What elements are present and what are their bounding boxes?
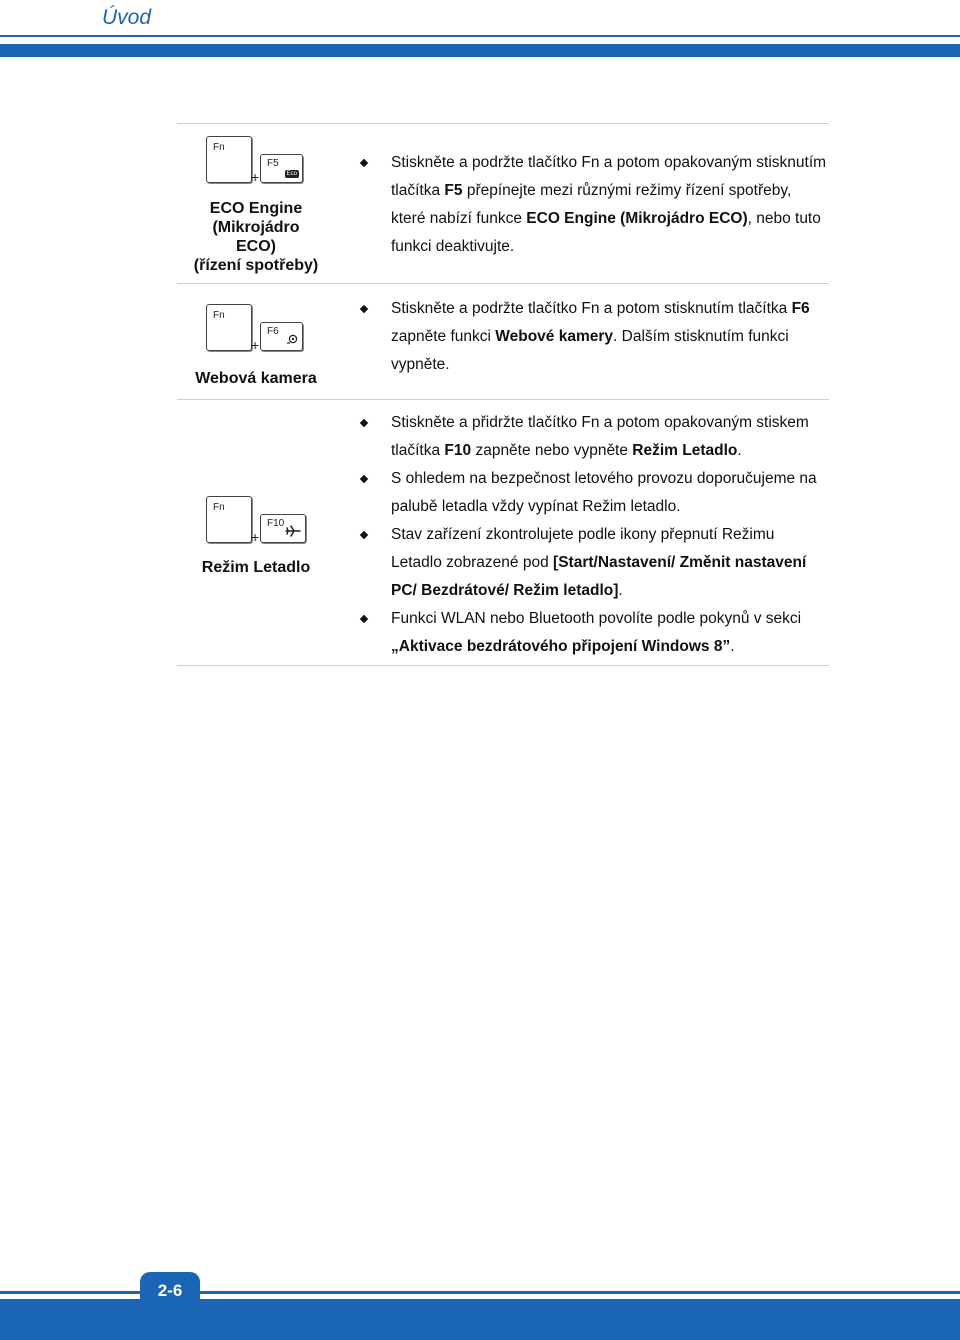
bold-text: F6 xyxy=(791,300,810,317)
text: Stiskněte a podržte tlačítko Fn a potom stisknutím tlačítka xyxy=(391,300,792,317)
text: , nebo tuto funkci deaktivujte. xyxy=(391,210,821,255)
header-rule-thin xyxy=(0,35,960,37)
bold-text: ECO Engine (Mikrojádro ECO) xyxy=(526,210,748,227)
f6-key xyxy=(260,322,303,351)
text: . xyxy=(618,582,623,599)
table-rule-top xyxy=(177,123,829,124)
bold-text: Režim Letadlo xyxy=(632,442,738,459)
key-combo-cell xyxy=(177,304,335,388)
text: přepínejte mezi různými režimy řízení spotřeby, které nabízí funkce xyxy=(391,182,792,227)
row-description xyxy=(359,149,829,261)
bold-text: „Aktivace bezdrátového připojení Windows 8” xyxy=(391,638,731,655)
page-number: 2-6 xyxy=(140,1272,200,1312)
key-combo-fn-f6 xyxy=(206,304,306,354)
key-combo-cell xyxy=(177,136,335,275)
text: zapněte nebo vypněte xyxy=(471,442,633,459)
fn-key xyxy=(206,304,252,351)
text: . xyxy=(737,442,742,459)
table-rule-bottom xyxy=(177,665,829,666)
f10-key-label: F10 xyxy=(267,518,285,529)
webcam-icon xyxy=(286,334,298,347)
bullet-item xyxy=(359,605,829,661)
header-rule-thick xyxy=(0,44,960,57)
bold-text: Webové kamery xyxy=(495,328,614,345)
f10-key xyxy=(260,514,306,543)
table-row-webcam xyxy=(177,300,829,394)
row-description xyxy=(359,409,829,661)
bullet-diamond-icon xyxy=(360,475,368,483)
text: Stav zařízení zkontrolujete podle ikony přepnutí Režimu Letadlo zobrazené pod xyxy=(391,526,775,571)
f5-key-label: F5 xyxy=(267,158,279,169)
bullet-item xyxy=(359,295,829,379)
text: . xyxy=(730,638,735,655)
airplane-icon xyxy=(285,525,301,540)
page-header-title: Úvod xyxy=(102,6,152,29)
bullet-diamond-icon xyxy=(360,305,368,313)
bold-text: [Start/Nastavení/ Změnit nastavení PC/ Bezdrátové/ Režim letadlo] xyxy=(391,554,807,599)
eco-icon: Eco xyxy=(286,171,297,177)
fn-key xyxy=(206,496,252,543)
bullet-diamond-icon xyxy=(360,615,368,623)
text: . Dalším stisknutím funkci vypněte. xyxy=(391,328,789,373)
key-combo-fn-f10 xyxy=(206,496,306,546)
text: Stiskněte a podržte tlačítko Fn a potom opakovaným stisknutím tlačítka xyxy=(391,154,827,199)
row-label: Webová kamera xyxy=(195,370,317,387)
text: Stiskněte a přidržte tlačítko Fn a potom opakovaným stiskem tlačítka xyxy=(391,414,809,459)
row-label: ECO Engine (Mikrojádro ECO) (řízení spotřeby) xyxy=(193,200,319,274)
bullet-item xyxy=(359,521,829,605)
text: zapněte funkci xyxy=(391,328,496,345)
f6-key-label: F6 xyxy=(267,326,279,337)
key-combo-fn-f5 xyxy=(206,136,306,186)
row-description xyxy=(359,295,829,379)
bold-text: F5 xyxy=(444,182,463,199)
text: S ohledem na bezpečnost letového provozu doporučujeme na palubě letadla vždy vypínat Režim letadlo. xyxy=(391,470,817,515)
fn-key xyxy=(206,136,252,183)
text: Funkci WLAN nebo Bluetooth povolíte podle pokynů v sekci xyxy=(391,610,802,627)
table-row-airplane xyxy=(177,414,829,656)
row-label: Režim Letadlo xyxy=(201,559,311,576)
bullet-diamond-icon xyxy=(360,531,368,539)
table-rule-1 xyxy=(177,283,829,284)
bullet-item xyxy=(359,409,829,465)
f5-key xyxy=(260,154,303,183)
fn-key-label: Fn xyxy=(213,502,225,513)
plus-icon: + xyxy=(251,529,260,545)
key-combo-cell xyxy=(177,496,335,577)
bold-text: F10 xyxy=(444,442,472,459)
table-rule-2 xyxy=(177,399,829,400)
table-row-eco xyxy=(177,136,829,276)
plus-icon: + xyxy=(251,337,260,353)
bullet-diamond-icon xyxy=(360,419,368,427)
bullet-item xyxy=(359,465,829,521)
plus-icon: + xyxy=(251,169,260,185)
bullet-diamond-icon xyxy=(360,159,368,167)
fn-key-label: Fn xyxy=(213,142,225,153)
bullet-item xyxy=(359,149,829,261)
fn-key-label: Fn xyxy=(213,310,225,321)
